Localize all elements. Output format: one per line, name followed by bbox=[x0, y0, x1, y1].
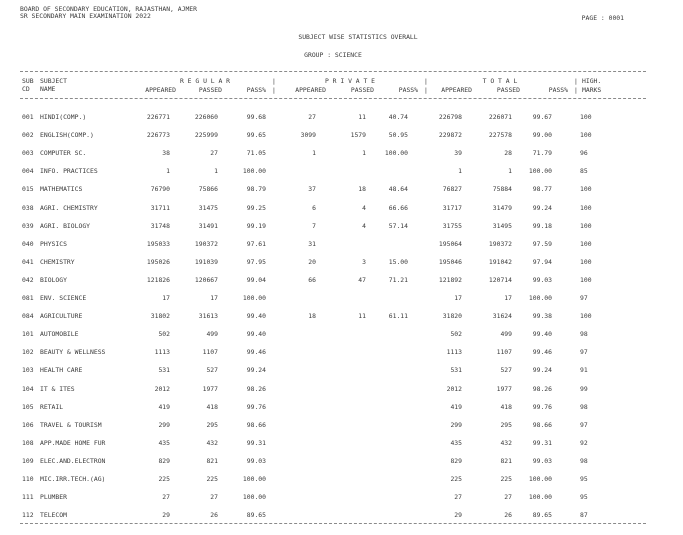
highest-marks: 100 bbox=[580, 275, 592, 284]
table-row bbox=[0, 185, 683, 197]
subject-code: 081 bbox=[22, 294, 34, 302]
private-appeared: 27 bbox=[308, 113, 316, 121]
regular-passed: 31491 bbox=[198, 221, 218, 230]
regular-appeared: 2012 bbox=[154, 384, 170, 393]
group-total: T O T A L bbox=[482, 77, 518, 85]
total-pass-pct: 100.00 bbox=[528, 493, 552, 502]
subject-name: AGRI. BIOLOGY bbox=[40, 221, 91, 230]
col-sep-6: | bbox=[574, 86, 578, 94]
regular-pass-pct: 99.03 bbox=[246, 456, 266, 465]
subject-name: INFO. PRACTICES bbox=[40, 167, 98, 176]
total-passed: 295 bbox=[500, 420, 512, 429]
subject-code: 111 bbox=[22, 493, 34, 502]
total-passed: 499 bbox=[500, 330, 512, 339]
total-pass-pct: 99.38 bbox=[532, 312, 552, 321]
subject-code: 106 bbox=[22, 420, 34, 429]
highest-marks: 96 bbox=[580, 149, 588, 158]
regular-pass-pct: 99.25 bbox=[246, 203, 266, 212]
total-appeared: 419 bbox=[450, 402, 462, 411]
table-row bbox=[0, 294, 683, 306]
table-row bbox=[0, 475, 683, 487]
regular-pass-pct: 89.65 bbox=[246, 511, 266, 520]
total-appeared: 121892 bbox=[438, 275, 462, 284]
total-pass-pct: 99.24 bbox=[532, 366, 552, 375]
highest-marks: 100 bbox=[580, 185, 592, 194]
total-passed: 31479 bbox=[492, 203, 512, 212]
table-row bbox=[0, 204, 683, 216]
total-appeared: 17 bbox=[454, 294, 462, 302]
highest-marks: 85 bbox=[580, 167, 588, 176]
private-pass-pct: 71.21 bbox=[388, 275, 408, 284]
private-passed: 4 bbox=[362, 203, 366, 212]
subject-code: 102 bbox=[22, 348, 34, 357]
subject-code: 110 bbox=[22, 475, 34, 483]
highest-marks: 95 bbox=[580, 493, 588, 502]
subject-name: MIC.IRR.TECH.(AG) bbox=[40, 475, 106, 483]
subject-code: 105 bbox=[22, 402, 34, 411]
regular-pass-pct: 100.00 bbox=[242, 475, 266, 483]
regular-appeared: 195033 bbox=[146, 239, 170, 248]
highest-marks: 100 bbox=[580, 239, 592, 248]
subject-code: 042 bbox=[22, 275, 34, 284]
regular-appeared: 226771 bbox=[146, 113, 170, 121]
table-row bbox=[0, 312, 683, 324]
subject-name: APP.MADE HOME FUR bbox=[40, 438, 106, 447]
subject-code: 103 bbox=[22, 366, 34, 375]
total-passed: 227578 bbox=[488, 131, 512, 140]
highest-marks: 98 bbox=[580, 402, 588, 411]
col-pvt-passed: PASSED bbox=[350, 86, 374, 94]
subject-name: AGRICULTURE bbox=[40, 312, 83, 321]
subject-code: 041 bbox=[22, 257, 34, 266]
private-appeared: 66 bbox=[308, 275, 316, 284]
private-appeared: 6 bbox=[312, 203, 316, 212]
total-passed: 31624 bbox=[492, 312, 512, 321]
total-passed: 75884 bbox=[492, 185, 512, 194]
highest-marks: 97 bbox=[580, 420, 588, 429]
total-appeared: 226798 bbox=[438, 113, 462, 121]
regular-appeared: 1 bbox=[166, 167, 170, 176]
regular-appeared: 31748 bbox=[150, 221, 170, 230]
total-appeared: 1113 bbox=[446, 348, 462, 357]
subject-name: ENV. SCIENCE bbox=[40, 294, 87, 302]
regular-passed: 1107 bbox=[202, 348, 218, 357]
subject-code: 003 bbox=[22, 149, 34, 158]
regular-appeared: 1113 bbox=[154, 348, 170, 357]
regular-passed: 17 bbox=[210, 294, 218, 302]
total-passed: 120714 bbox=[488, 275, 512, 284]
total-appeared: 195046 bbox=[438, 257, 462, 266]
regular-appeared: 195026 bbox=[146, 257, 170, 266]
highest-marks: 99 bbox=[580, 384, 588, 393]
total-appeared: 1 bbox=[458, 167, 462, 176]
regular-pass-pct: 98.79 bbox=[246, 185, 266, 194]
table-row bbox=[0, 222, 683, 234]
total-pass-pct: 97.94 bbox=[532, 257, 552, 266]
col-sep-5: | bbox=[424, 86, 428, 94]
regular-passed: 527 bbox=[206, 366, 218, 375]
regular-appeared: 27 bbox=[162, 493, 170, 502]
subject-name: CHEMISTRY bbox=[40, 257, 75, 266]
total-passed: 190372 bbox=[488, 239, 512, 248]
private-appeared: 20 bbox=[308, 257, 316, 266]
col-sub: SUB bbox=[22, 77, 34, 85]
regular-passed: 225 bbox=[206, 475, 218, 483]
col-subject: SUBJECT bbox=[40, 77, 67, 85]
table-row bbox=[0, 348, 683, 360]
total-passed: 1977 bbox=[496, 384, 512, 393]
private-appeared: 7 bbox=[312, 221, 316, 230]
highest-marks: 100 bbox=[580, 221, 592, 230]
regular-passed: 1 bbox=[214, 167, 218, 176]
total-pass-pct: 100.00 bbox=[528, 294, 552, 302]
highest-marks: 100 bbox=[580, 131, 592, 140]
subject-code: 108 bbox=[22, 438, 34, 447]
footer-rule bbox=[20, 523, 646, 524]
private-passed: 47 bbox=[358, 275, 366, 284]
regular-pass-pct: 98.66 bbox=[246, 420, 266, 429]
total-pass-pct: 100.00 bbox=[528, 167, 552, 176]
highest-marks: 100 bbox=[580, 203, 592, 212]
subject-name: AUTOMOBILE bbox=[40, 330, 79, 339]
regular-passed: 27 bbox=[210, 149, 218, 158]
private-pass-pct: 57.14 bbox=[388, 221, 408, 230]
total-passed: 1 bbox=[508, 167, 512, 176]
col-sep-2: | bbox=[424, 77, 428, 85]
total-pass-pct: 99.03 bbox=[532, 275, 552, 284]
private-pass-pct: 100.00 bbox=[384, 149, 408, 158]
total-pass-pct: 99.31 bbox=[532, 438, 552, 447]
regular-passed: 418 bbox=[206, 402, 218, 411]
subject-name: HEALTH CARE bbox=[40, 366, 83, 375]
subject-name: BIOLOGY bbox=[40, 275, 67, 284]
table-row bbox=[0, 240, 683, 252]
regular-appeared: 76790 bbox=[150, 185, 170, 194]
total-appeared: 502 bbox=[450, 330, 462, 339]
group-private: P R I V A T E bbox=[324, 77, 376, 85]
col-tot-pass-pct: PASS% bbox=[548, 86, 568, 94]
regular-pass-pct: 99.76 bbox=[246, 402, 266, 411]
regular-appeared: 121826 bbox=[146, 275, 170, 284]
col-tot-passed: PASSED bbox=[496, 86, 520, 94]
table-row bbox=[0, 149, 683, 161]
total-appeared: 27 bbox=[454, 493, 462, 502]
exam-name: SR SECONDARY MAIN EXAMINATION 2022 bbox=[20, 12, 151, 20]
subject-name: COMPUTER SC. bbox=[40, 149, 87, 158]
table-row bbox=[0, 457, 683, 469]
private-passed: 3 bbox=[362, 257, 366, 266]
regular-passed: 31475 bbox=[198, 203, 218, 212]
subject-name: TRAVEL & TOURISM bbox=[40, 420, 102, 429]
regular-passed: 499 bbox=[206, 330, 218, 339]
regular-pass-pct: 99.04 bbox=[246, 275, 266, 284]
regular-appeared: 531 bbox=[158, 366, 170, 375]
subject-code: 038 bbox=[22, 203, 34, 212]
regular-pass-pct: 99.40 bbox=[246, 330, 266, 339]
total-passed: 418 bbox=[500, 402, 512, 411]
total-appeared: 229872 bbox=[438, 131, 462, 140]
total-passed: 26 bbox=[504, 511, 512, 520]
regular-passed: 225999 bbox=[194, 131, 218, 140]
regular-pass-pct: 100.00 bbox=[242, 294, 266, 302]
subject-name: BEAUTY & WELLNESS bbox=[40, 348, 106, 357]
total-passed: 17 bbox=[504, 294, 512, 302]
col-reg-pass-pct: PASS% bbox=[246, 86, 266, 94]
total-appeared: 31755 bbox=[442, 221, 462, 230]
private-passed: 18 bbox=[358, 185, 366, 194]
regular-appeared: 226773 bbox=[146, 131, 170, 140]
highest-marks: 98 bbox=[580, 330, 588, 339]
highest-marks: 91 bbox=[580, 366, 588, 375]
total-pass-pct: 98.77 bbox=[532, 185, 552, 194]
regular-passed: 432 bbox=[206, 438, 218, 447]
subject-code: 101 bbox=[22, 330, 34, 339]
regular-pass-pct: 99.24 bbox=[246, 366, 266, 375]
regular-pass-pct: 97.95 bbox=[246, 257, 266, 266]
total-appeared: 29 bbox=[454, 511, 462, 520]
table-row bbox=[0, 167, 683, 179]
highest-marks: 87 bbox=[580, 511, 588, 520]
table-row bbox=[0, 131, 683, 143]
total-pass-pct: 71.79 bbox=[532, 149, 552, 158]
total-passed: 27 bbox=[504, 493, 512, 502]
total-passed: 28 bbox=[504, 149, 512, 158]
regular-appeared: 225 bbox=[158, 475, 170, 483]
board-name: BOARD OF SECONDARY EDUCATION, RAJASTHAN, AJMER bbox=[20, 5, 197, 13]
subject-name: TELECOM bbox=[40, 511, 67, 520]
highest-marks: 97 bbox=[580, 348, 588, 357]
regular-pass-pct: 99.46 bbox=[246, 348, 266, 357]
total-appeared: 829 bbox=[450, 456, 462, 465]
total-appeared: 225 bbox=[450, 475, 462, 483]
regular-appeared: 435 bbox=[158, 438, 170, 447]
subject-name: MATHEMATICS bbox=[40, 185, 83, 194]
subject-code: 109 bbox=[22, 456, 34, 465]
subject-code: 112 bbox=[22, 511, 34, 520]
private-pass-pct: 48.64 bbox=[388, 185, 408, 194]
regular-pass-pct: 99.31 bbox=[246, 438, 266, 447]
subject-code: 001 bbox=[22, 113, 34, 121]
regular-pass-pct: 98.26 bbox=[246, 384, 266, 393]
regular-passed: 75866 bbox=[198, 185, 218, 194]
page-number: PAGE : 0001 bbox=[581, 14, 624, 22]
total-passed: 31495 bbox=[492, 221, 512, 230]
private-appeared: 37 bbox=[308, 185, 316, 194]
regular-appeared: 38 bbox=[162, 149, 170, 158]
total-pass-pct: 99.18 bbox=[532, 221, 552, 230]
total-appeared: 31820 bbox=[442, 312, 462, 321]
private-appeared: 31 bbox=[308, 239, 316, 248]
table-row bbox=[0, 276, 683, 288]
regular-appeared: 17 bbox=[162, 294, 170, 302]
col-pvt-pass-pct: PASS% bbox=[398, 86, 418, 94]
private-appeared: 3099 bbox=[300, 131, 316, 140]
private-pass-pct: 15.00 bbox=[388, 257, 408, 266]
table-row bbox=[0, 258, 683, 270]
subject-code: 039 bbox=[22, 221, 34, 230]
subject-name: ELEC.AND.ELECTRON bbox=[40, 456, 106, 465]
private-passed: 1579 bbox=[350, 131, 366, 140]
regular-pass-pct: 100.00 bbox=[242, 167, 266, 176]
regular-appeared: 31802 bbox=[150, 312, 170, 321]
subject-code: 015 bbox=[22, 185, 34, 194]
total-pass-pct: 99.76 bbox=[532, 402, 552, 411]
total-appeared: 31717 bbox=[442, 203, 462, 212]
total-passed: 225 bbox=[500, 475, 512, 483]
total-pass-pct: 99.00 bbox=[532, 131, 552, 140]
highest-marks: 97 bbox=[580, 294, 588, 302]
total-appeared: 2012 bbox=[446, 384, 462, 393]
col-tot-appeared: APPEARED bbox=[441, 86, 472, 94]
regular-pass-pct: 99.68 bbox=[246, 113, 266, 121]
highest-marks: 92 bbox=[580, 438, 588, 447]
private-passed: 4 bbox=[362, 221, 366, 230]
total-passed: 527 bbox=[500, 366, 512, 375]
private-pass-pct: 50.95 bbox=[388, 131, 408, 140]
col-reg-passed: PASSED bbox=[198, 86, 222, 94]
private-passed: 1 bbox=[362, 149, 366, 158]
total-pass-pct: 89.65 bbox=[532, 511, 552, 520]
subject-name: RETAIL bbox=[40, 402, 64, 411]
regular-pass-pct: 99.40 bbox=[246, 312, 266, 321]
total-pass-pct: 99.24 bbox=[532, 203, 552, 212]
regular-appeared: 419 bbox=[158, 402, 170, 411]
highest-marks: 100 bbox=[580, 257, 592, 266]
regular-pass-pct: 99.65 bbox=[246, 131, 266, 140]
total-appeared: 531 bbox=[450, 366, 462, 375]
col-name: NAME bbox=[40, 85, 56, 93]
total-passed: 821 bbox=[500, 456, 512, 465]
regular-appeared: 502 bbox=[158, 330, 170, 339]
subject-name: IT & ITES bbox=[40, 384, 75, 393]
col-cd: CD bbox=[22, 85, 30, 93]
private-passed: 11 bbox=[358, 312, 366, 321]
total-appeared: 435 bbox=[450, 438, 462, 447]
total-passed: 226071 bbox=[488, 113, 512, 121]
regular-passed: 27 bbox=[210, 493, 218, 502]
regular-passed: 821 bbox=[206, 456, 218, 465]
total-pass-pct: 98.66 bbox=[532, 420, 552, 429]
total-appeared: 195064 bbox=[438, 239, 462, 248]
table-row bbox=[0, 421, 683, 433]
regular-appeared: 829 bbox=[158, 456, 170, 465]
total-pass-pct: 97.59 bbox=[532, 239, 552, 248]
total-pass-pct: 99.67 bbox=[532, 113, 552, 121]
regular-passed: 226060 bbox=[194, 113, 218, 121]
header-rule-bottom bbox=[20, 98, 646, 99]
regular-pass-pct: 71.05 bbox=[246, 149, 266, 158]
table-row bbox=[0, 493, 683, 505]
regular-passed: 31613 bbox=[198, 312, 218, 321]
private-appeared: 18 bbox=[308, 312, 316, 321]
subject-code: 084 bbox=[22, 312, 34, 321]
col-sep-3: | bbox=[574, 77, 578, 85]
private-pass-pct: 40.74 bbox=[388, 113, 408, 121]
table-row bbox=[0, 403, 683, 415]
private-pass-pct: 66.66 bbox=[388, 203, 408, 212]
col-sep-4: | bbox=[272, 86, 276, 94]
private-passed: 11 bbox=[358, 113, 366, 121]
total-pass-pct: 98.26 bbox=[532, 384, 552, 393]
regular-pass-pct: 97.61 bbox=[246, 239, 266, 248]
regular-passed: 26 bbox=[210, 511, 218, 520]
table-row bbox=[0, 439, 683, 451]
total-pass-pct: 100.00 bbox=[528, 475, 552, 483]
subject-code: 104 bbox=[22, 384, 34, 393]
table-row bbox=[0, 113, 683, 125]
highest-marks: 100 bbox=[580, 113, 592, 121]
total-pass-pct: 99.03 bbox=[532, 456, 552, 465]
regular-appeared: 299 bbox=[158, 420, 170, 429]
regular-pass-pct: 100.00 bbox=[242, 493, 266, 502]
regular-appeared: 31711 bbox=[150, 203, 170, 212]
regular-appeared: 29 bbox=[162, 511, 170, 520]
total-passed: 1107 bbox=[496, 348, 512, 357]
col-marks: MARKS bbox=[582, 86, 602, 94]
total-appeared: 76827 bbox=[442, 185, 462, 194]
regular-passed: 295 bbox=[206, 420, 218, 429]
highest-marks: 98 bbox=[580, 456, 588, 465]
highest-marks: 95 bbox=[580, 475, 588, 483]
col-sep-1: | bbox=[272, 77, 276, 85]
subject-name: PHYSICS bbox=[40, 239, 67, 248]
header-rule-top bbox=[20, 71, 646, 72]
table-row bbox=[0, 366, 683, 378]
total-passed: 432 bbox=[500, 438, 512, 447]
subject-code: 004 bbox=[22, 167, 34, 176]
group-regular: R E G U L A R bbox=[179, 77, 231, 85]
total-appeared: 299 bbox=[450, 420, 462, 429]
private-appeared: 1 bbox=[312, 149, 316, 158]
subject-code: 040 bbox=[22, 239, 34, 248]
subject-name: PLUMBER bbox=[40, 493, 67, 502]
total-appeared: 39 bbox=[454, 149, 462, 158]
regular-pass-pct: 99.19 bbox=[246, 221, 266, 230]
report-title: SUBJECT WISE STATISTICS OVERALL bbox=[298, 33, 418, 41]
highest-marks: 100 bbox=[580, 312, 592, 321]
col-reg-appeared: APPEARED bbox=[145, 86, 176, 94]
subject-name: HINDI(COMP.) bbox=[40, 113, 87, 121]
group-label: GROUP : SCIENCE bbox=[304, 51, 362, 59]
regular-passed: 120667 bbox=[194, 275, 218, 284]
col-high: HIGH. bbox=[582, 77, 602, 85]
regular-passed: 1977 bbox=[202, 384, 218, 393]
table-row bbox=[0, 511, 683, 523]
subject-name: ENGLISH(COMP.) bbox=[40, 131, 94, 140]
table-row bbox=[0, 385, 683, 397]
total-passed: 191042 bbox=[488, 257, 512, 266]
subject-name: AGRI. CHEMISTRY bbox=[40, 203, 98, 212]
subject-code: 002 bbox=[22, 131, 34, 140]
col-pvt-appeared: APPEARED bbox=[295, 86, 326, 94]
regular-passed: 190372 bbox=[194, 239, 218, 248]
table-row bbox=[0, 330, 683, 342]
regular-passed: 191039 bbox=[194, 257, 218, 266]
total-pass-pct: 99.40 bbox=[532, 330, 552, 339]
total-pass-pct: 99.46 bbox=[532, 348, 552, 357]
private-pass-pct: 61.11 bbox=[388, 312, 408, 321]
